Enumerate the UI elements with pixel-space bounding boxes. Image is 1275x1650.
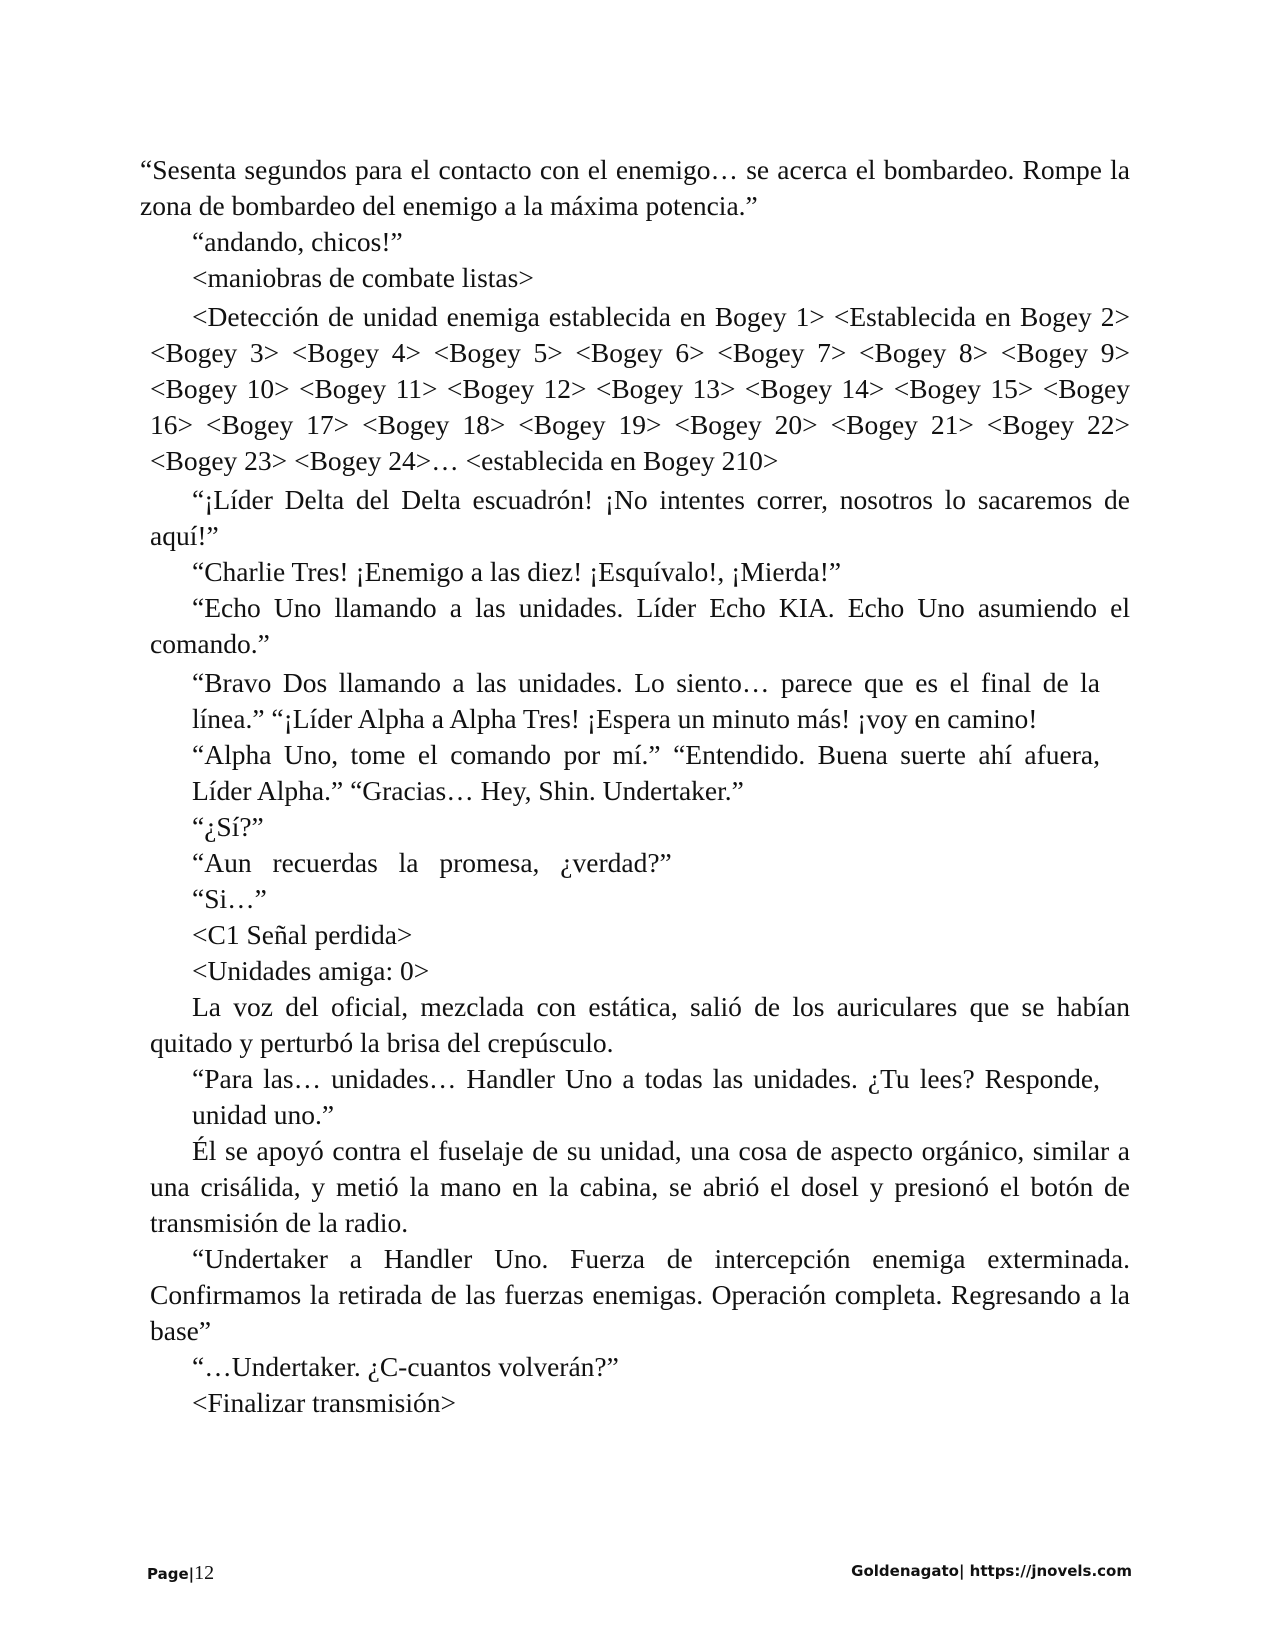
paragraph: La voz del oficial, mezclada con estática, salió de los auriculares que se habían quitado y perturbó la brisa del crepúsculo. (150, 991, 1130, 1058)
paragraph: “Si…” (192, 883, 267, 914)
paragraph: <C1 Señal perdida> (192, 919, 413, 950)
paragraph: <Unidades amiga: 0> (192, 955, 430, 986)
paragraph: <maniobras de combate listas> (192, 262, 534, 293)
page-number-block (147, 1562, 214, 1585)
paragraph: “Undertaker a Handler Uno. Fuerza de intercepción enemiga exterminada. Confirmamos la retirada de las fuerzas enemigas. Operación completa. Regresando a la base” (150, 1243, 1130, 1346)
paragraph: “Alpha Uno, tome el comando por mí.” “Entendido. Buena suerte ahí afuera, Líder Alpha.” “Gracias… Hey, Shin. Undertaker.” (192, 739, 1100, 806)
body-text (140, 152, 1130, 1421)
footer-credit: Goldenagato| https://jnovels.com (851, 1562, 1132, 1580)
paragraph: “Sesenta segundos para el contacto con el enemigo… se acerca el bombardeo. Rompe la zona de bombardeo del enemigo a la máxima potencia.” (140, 154, 1130, 221)
paragraph: “¡Líder Delta del Delta escuadrón! ¡No intentes correr, nosotros lo sacaremos de aquí!” (150, 484, 1130, 551)
page-number: 12 (194, 1562, 215, 1584)
paragraph: <Finalizar transmisión> (192, 1387, 456, 1418)
paragraph: “Para las… unidades… Handler Uno a todas las unidades. ¿Tu lees? Responde, unidad uno.” (192, 1063, 1100, 1130)
paragraph: Él se apoyó contra el fuselaje de su unidad, una cosa de aspecto orgánico, similar a una crisálida, y metió la mano en la cabina, se abrió el dosel y presionó el botón de transmisión de la radio. (150, 1135, 1130, 1238)
paragraph: “¿Sí?” (192, 811, 264, 842)
paragraph: “Bravo Dos llamando a las unidades. Lo siento… parece que es el final de la línea.” “¡Líder Alpha a Alpha Tres! ¡Espera un minuto más! ¡voy en camino! (192, 667, 1100, 734)
page-label: Page| (147, 1565, 195, 1583)
paragraph: “…Undertaker. ¿C-cuantos volverán?” (192, 1351, 619, 1382)
paragraph: “Aun recuerdas la promesa, ¿verdad?” (192, 847, 672, 878)
paragraph: “andando, chicos!” (192, 226, 403, 257)
paragraph: “Echo Uno llamando a las unidades. Líder Echo KIA. Echo Uno asumiendo el comando.” (150, 592, 1130, 659)
paragraph: “Charlie Tres! ¡Enemigo a las diez! ¡Esquívalo!, ¡Mierda!” (192, 556, 842, 587)
paragraph: <Detección de unidad enemiga establecida en Bogey 1> <Establecida en Bogey 2> <Bogey 3> <Bogey 4> <Bogey 5> <Bogey 6> <Bogey 7> <Bogey 8> <Bogey 9> <Bogey 10> <Bogey 11> <Bogey 12> <Bogey 13> <Bogey 14> <Bogey 15> <Bogey 16> <Bogey 17> <Bogey 18> <Bogey 19> <Bogey 20> <Bogey 21> <Bogey 22> <Bogey 23> <Bogey 24>… <establecida en Bogey 210> (150, 301, 1130, 476)
page-footer (147, 1562, 1132, 1592)
